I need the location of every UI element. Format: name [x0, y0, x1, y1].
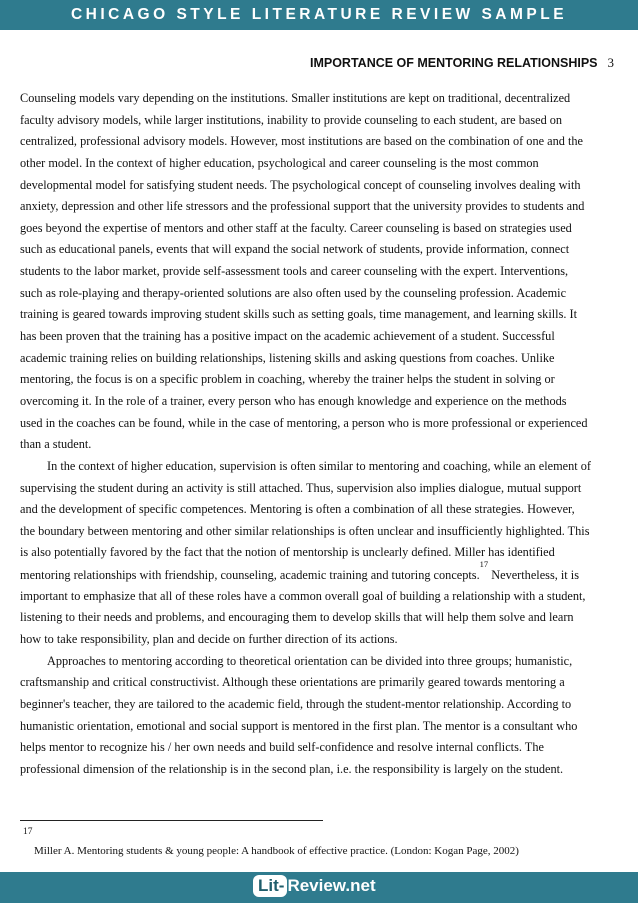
text-line: the boundary between mentoring and other similar relationships is often unclear and insufficiently highlighted. This [20, 523, 590, 538]
paragraph-3 [20, 651, 622, 781]
text-line: anxiety, depression and other life stressors and the professional support that the university provides to students and [20, 199, 585, 214]
logo-review: Review.net [287, 876, 376, 895]
text-line: such as educational panels, events that will expand the social network of students, provide information, connect [20, 242, 570, 257]
text-line: mentoring, the focus is on a specific problem in coaching, whereby the trainer helps the student in solving or [20, 372, 555, 387]
text-line: used in the coaches can be found, while in the case of mentoring, a person who is more professional or experienced [20, 415, 588, 430]
text-line: has been proven that the training has a positive impact on the academic achievement of a student. Successful [20, 329, 555, 344]
text-line: such as role-playing and therapy-oriented solutions are also often used by the counseling profession. Academic [20, 285, 567, 300]
text-line: centralized, professional advisory models. However, most institutions are based on the combination of one and the [20, 134, 583, 149]
logo-lit: Lit- [253, 875, 287, 897]
body-text [20, 88, 622, 781]
text-line: beginner's teacher, they are tailored to the academic field, through the student-mentor relationship. According to [20, 696, 572, 711]
text-line: goes beyond the expertise of mentors and other staff at the faculty. Career counseling is based on strategies used [20, 220, 572, 235]
footnote-reference[interactable]: 17 [479, 559, 489, 570]
paragraph-1 [20, 88, 622, 456]
running-head [310, 55, 614, 71]
text-line: In the context of higher education, supervision is often similar to mentoring and coaching, while an element of [47, 458, 591, 473]
text-line: important to emphasize that all of these roles have a common overall goal of building a relationship with a student, [20, 588, 586, 603]
text-line: Approaches to mentoring according to theoretical orientation can be divided into three groups; humanistic, [47, 653, 573, 668]
text-line: supervising the student during an activity is still attached. Thus, supervision also implies dialogue, mutual support [20, 480, 582, 495]
text-line: faculty advisory models, while larger institutions, inability to provide counseling to each student, are based on [20, 112, 563, 127]
text-line: other model. In the context of higher education, psychological and career counseling is the most common [20, 155, 539, 170]
text-line: humanistic orientation, emotional and social support is mentored in the first plan. The mentor is a consultant who [20, 718, 578, 733]
footnote-text: Miller A. Mentoring students & young people: A handbook of effective practice. (London: Kogan Page, 2002) [34, 845, 519, 857]
footnote-divider [20, 820, 323, 821]
text-line: craftsmanship and critical constructivist. Although these orientations are primarily geared towards mentoring a [20, 675, 565, 690]
text-segment: mentoring relationships with friendship, counseling, academic training and tutoring concepts. [20, 568, 480, 583]
text-line: is also potentially favored by the fact that the notion of mentorship is unclearly defined. Miller has identified [20, 545, 555, 560]
text-line: and the development of specific competences. Mentoring is often a combination of all these strategies. However, [20, 502, 575, 517]
text-line: how to take responsibility, plan and decide on further direction of its actions. [20, 632, 398, 647]
running-title: IMPORTANCE OF MENTORING RELATIONSHIPS [309, 56, 598, 70]
text-line: academic training relies on building relationships, listening skills and asking questions from coaches. Unlike [20, 350, 555, 365]
text-line: Counseling models vary depending on the institutions. Smaller institutions are kept on traditional, decentralized [20, 91, 571, 105]
text-line: than a student. [20, 437, 92, 452]
text-line: listening to their needs and problems, and encouraging them to develop skills that will help them solve and learn [20, 610, 574, 625]
text-line [20, 559, 622, 586]
text-line: helps mentor to recognize his / her own needs and build self-confidence and resolve internal conflicts. The [20, 740, 544, 755]
text-segment: Nevertheless, it is [488, 568, 579, 583]
text-line: training is geared towards improving student skills such as setting goals, time management, and learning skills. It [20, 307, 578, 322]
text-line: professional dimension of the relationship is in the second plan, i.e. the responsibility is largely on the student. [20, 761, 564, 776]
banner-title: CHICAGO STYLE LITERATURE REVIEW SAMPLE [0, 0, 638, 30]
text-line: students to the labor market, provide self-assessment tools and career counseling with the expert. Interventions, [20, 264, 569, 279]
page-number: 3 [607, 55, 614, 70]
text-line: overcoming it. In the role of a trainer, every person who has enough knowledge and experience on the methods [20, 393, 567, 408]
paragraph-2 [20, 456, 622, 651]
site-logo[interactable] [253, 875, 376, 897]
text-line: developmental model for satisfying student needs. The psychological concept of counseling involves dealing with [20, 177, 581, 192]
footnote-number: 17 [23, 827, 33, 837]
